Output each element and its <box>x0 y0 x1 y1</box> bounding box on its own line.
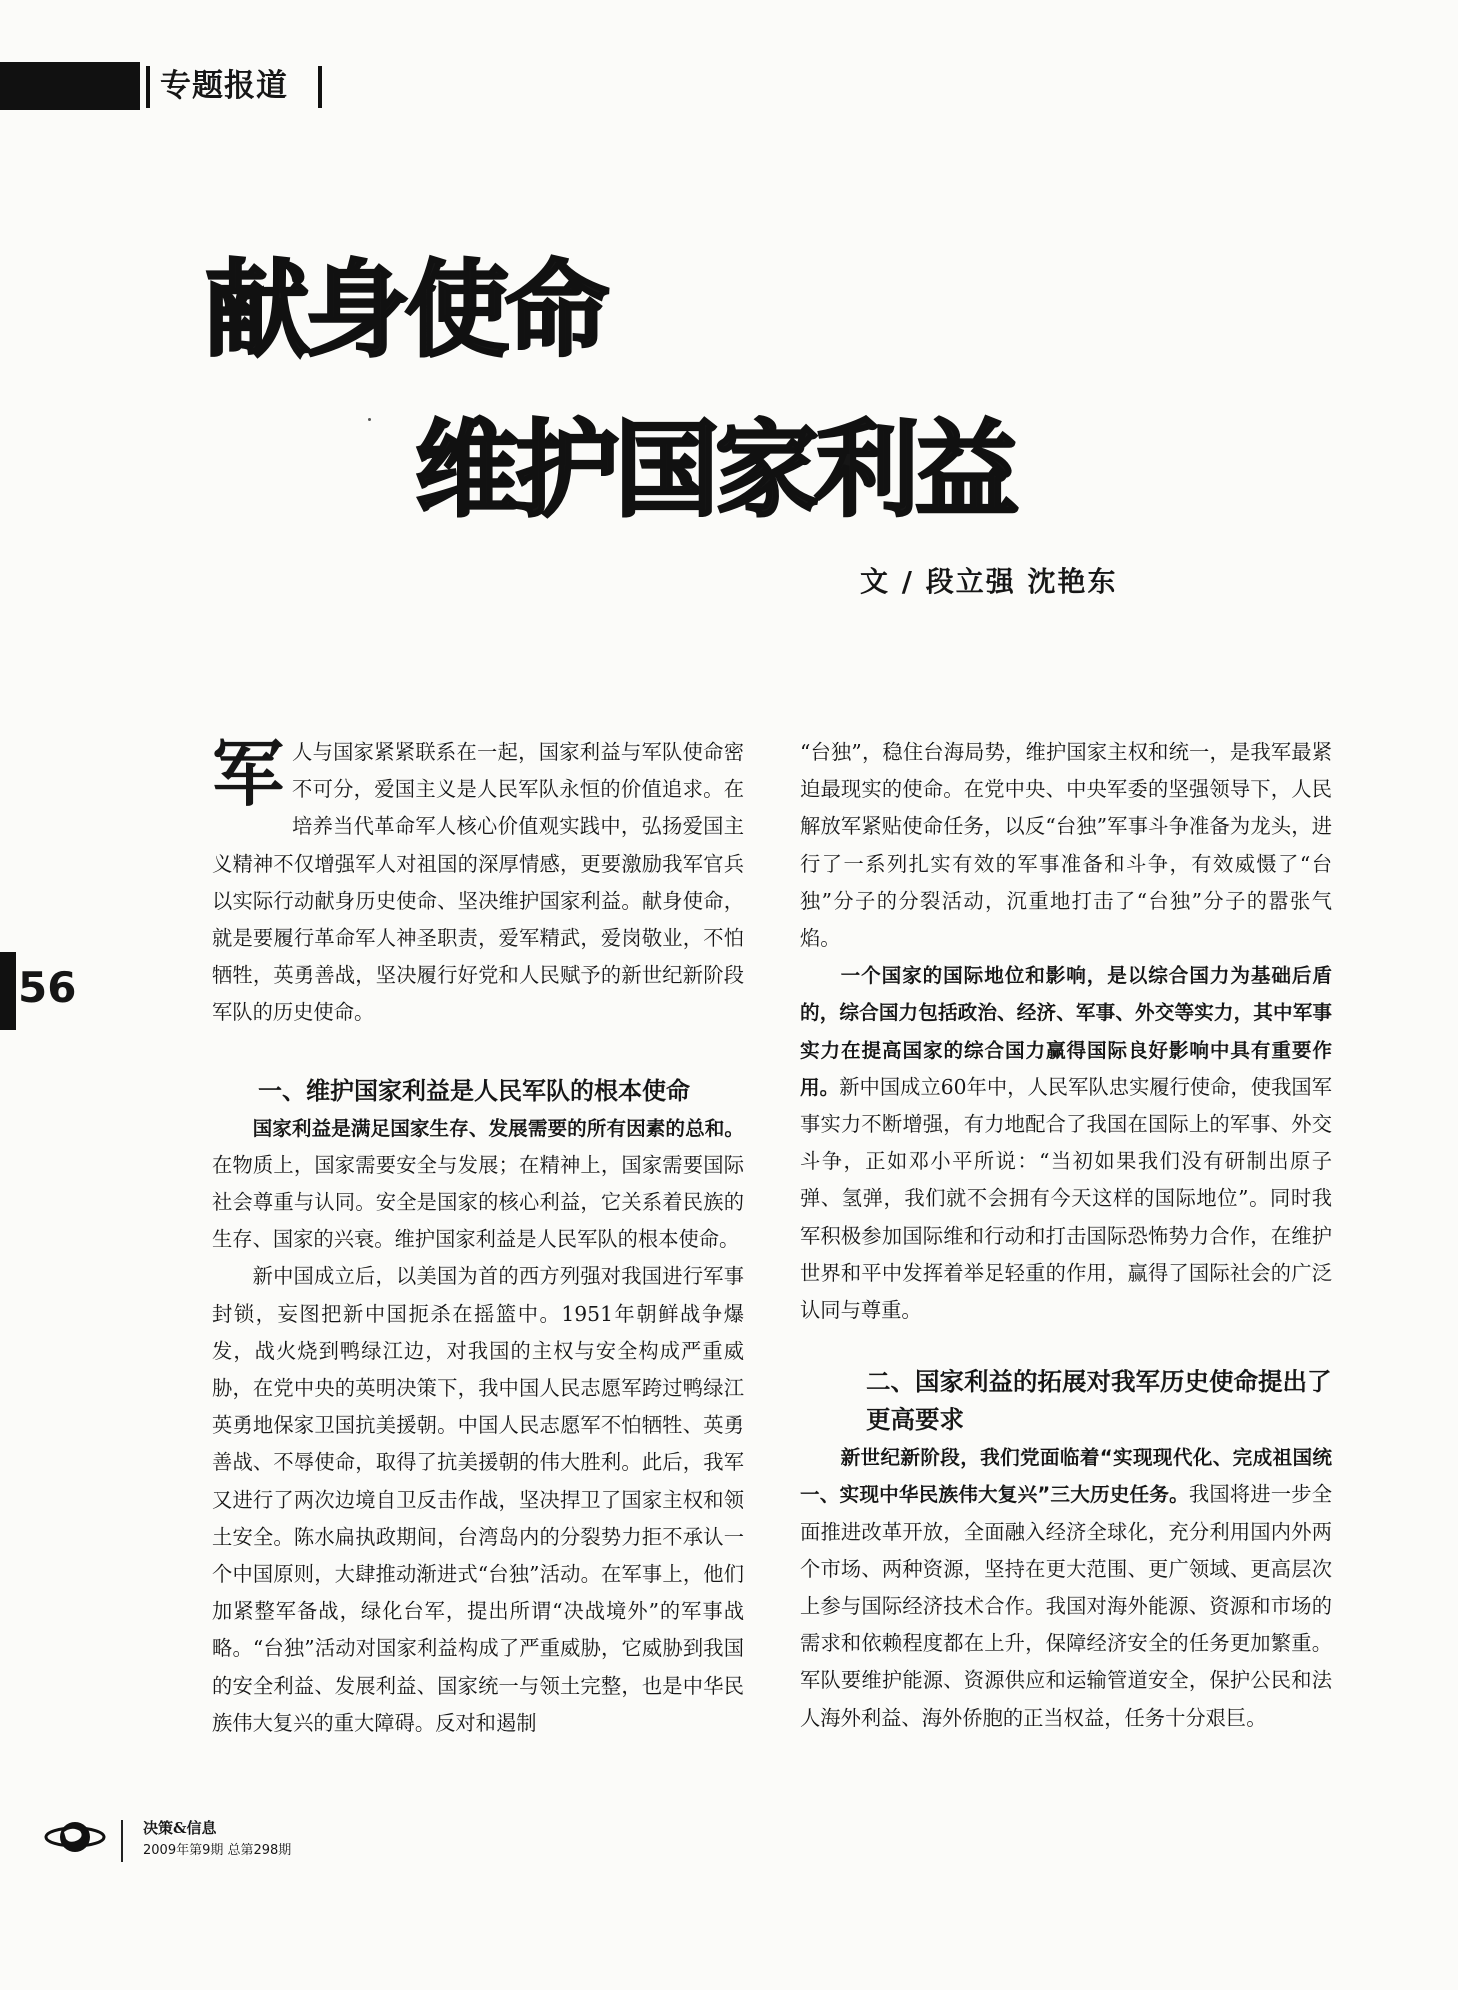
drop-cap: 军 <box>212 731 285 816</box>
page-number: 56 <box>18 963 77 1012</box>
speck <box>368 418 371 421</box>
section-2-heading: 二、国家利益的拓展对我军历史使命提出了更高要求 <box>866 1367 1332 1435</box>
s1p1-text: 在物质上，国家需要安全与发展；在精神上，国家需要国际社会尊重与认同。安全是国家的核心利益，它关系着民族的生存、国家的兴衰。维护国家利益是人民军队的根本使命。 <box>212 1152 744 1252</box>
s2p1-text: 我国将进一步全面推进改革开放，全面融入经济全球化，充分利用国内外两个市场、两种资源，坚持在更大范围、更广领域、更高层次上参与国际经济技术合作。我国对海外能源、资源和市场的需求和依赖程度都在上升，保障经济安全的任务更加繁重。军队要维护能源、资源供应和运输管道安全，保护公民和法人海外利益、海外侨胞的正当权益，任务十分艰巨。 <box>800 1482 1332 1730</box>
right-column <box>800 734 1332 1737</box>
header-divider-left <box>146 66 150 108</box>
right-paragraph-2 <box>800 957 1332 1329</box>
section-1-heading: 一、维护国家利益是人民军队的根本使命 <box>258 1075 690 1105</box>
section-1-paragraph-1 <box>212 1110 744 1259</box>
section-label: 专题报道 <box>160 68 288 104</box>
section-2-paragraph-1 <box>800 1439 1332 1737</box>
p2-text: 新中国成立60年中，人民军队忠实履行使命，使我国军事实力不断增强，有力地配合了我国在国际上的军事、外交斗争，正如邓小平所说：“当初如果我们没有研制出原子弹、氢弹，我们就不会拥有今天这样的国际地位”。同时我军积极参加国际维和行动和打击国际恐怖势力合作，在维护世界和平中发挥着举足轻重的作用，赢得了国际社会的广泛认同与尊重。 <box>800 1074 1333 1323</box>
title-line-1: 献身使命 <box>205 249 606 371</box>
intro-text: 人与国家紧紧联系在一起，国家利益与军队使命密不可分，爱国主义是人民军队永恒的价值追求。在培养当代革命军人核心价值观实践中，弘扬爱国主义精神不仅增强军人对祖国的深厚情感，更要激励我军官兵以实际行动献身历史使命、坚决维护国家利益。献身使命，就是要履行革命军人神圣职责，爱军精武，爱岗敬业，不怕牺牲，英勇善战，坚决履行好党和人民赋予的新世纪新阶段军队的历史使命。 <box>212 740 744 1025</box>
s1p1-bold: 国家利益是满足国家生存、发展需要的所有因素的总和。 <box>252 1116 744 1140</box>
byline: 文 / 段立强 沈艳东 <box>860 565 1118 598</box>
title-line-2: 维护国家利益 <box>415 409 1016 531</box>
header-divider-right <box>318 66 322 108</box>
section-1-paragraph-2: 新中国成立后，以美国为首的西方列强对我国进行军事封锁，妄图把新中国扼杀在摇篮中。1951年朝鲜战争爆发，战火烧到鸭绿江边，对我国的主权与安全构成严重威胁，在党中央的英明决策下，我中国人民志愿军跨过鸭绿江英勇地保家卫国抗美援朝。中国人民志愿军不怕牺牲、英勇善战、不辱使命，取得了抗美援朝的伟大胜利。此后，我军又进行了两次边境自卫反击作战，坚决捍卫了国家主权和领土安全。陈水扁执政期间，台湾岛内的分裂势力拒不承认一个中国原则，大肆推动渐进式“台独”活动。在军事上，他们加紧整军备战，绿化台军，提出所谓“决战境外”的军事战略。“台独”活动对国家利益构成了严重威胁，它威胁到我国的安全利益、发展利益、国家统一与领土完整，也是中华民族伟大复兴的重大障碍。反对和遏制 <box>212 1264 744 1735</box>
header-black-bar <box>0 62 140 110</box>
left-column <box>212 731 744 1742</box>
s2p1-bold: 新世纪新阶段，我们党面临着“实现现代化、完成祖国统一、实现中华民族伟大复兴”三大历史任务。 <box>800 1446 1332 1507</box>
magazine-name: 决策&信息 <box>143 1819 217 1837</box>
issue-info: 2009年第9期 总第298期 <box>143 1843 292 1858</box>
p2-bold: 一个国家的国际地位和影响，是以综合国力为基础后盾的，综合国力包括政治、经济、军事、外交等实力，其中军事实力在提高国家的综合国力赢得国际良好影响中具有重要作用。 <box>800 964 1332 1099</box>
intro-paragraph <box>212 731 744 1032</box>
continued-paragraph: “台独”，稳住台海局势，维护国家主权和统一，是我军最紧迫最现实的使命。在党中央、中央军委的坚强领导下，人民解放军紧贴使命任务，以反“台独”军事斗争准备为龙头，进行了一系列扎实有效的军事准备和斗争，有效威慑了“台独”分子的分裂活动，沉重地打击了“台独”分子的嚣张气焰。 <box>800 740 1332 951</box>
globe-logo-icon <box>44 1818 106 1856</box>
page-tab <box>0 952 16 1030</box>
footer-divider <box>121 1820 123 1862</box>
